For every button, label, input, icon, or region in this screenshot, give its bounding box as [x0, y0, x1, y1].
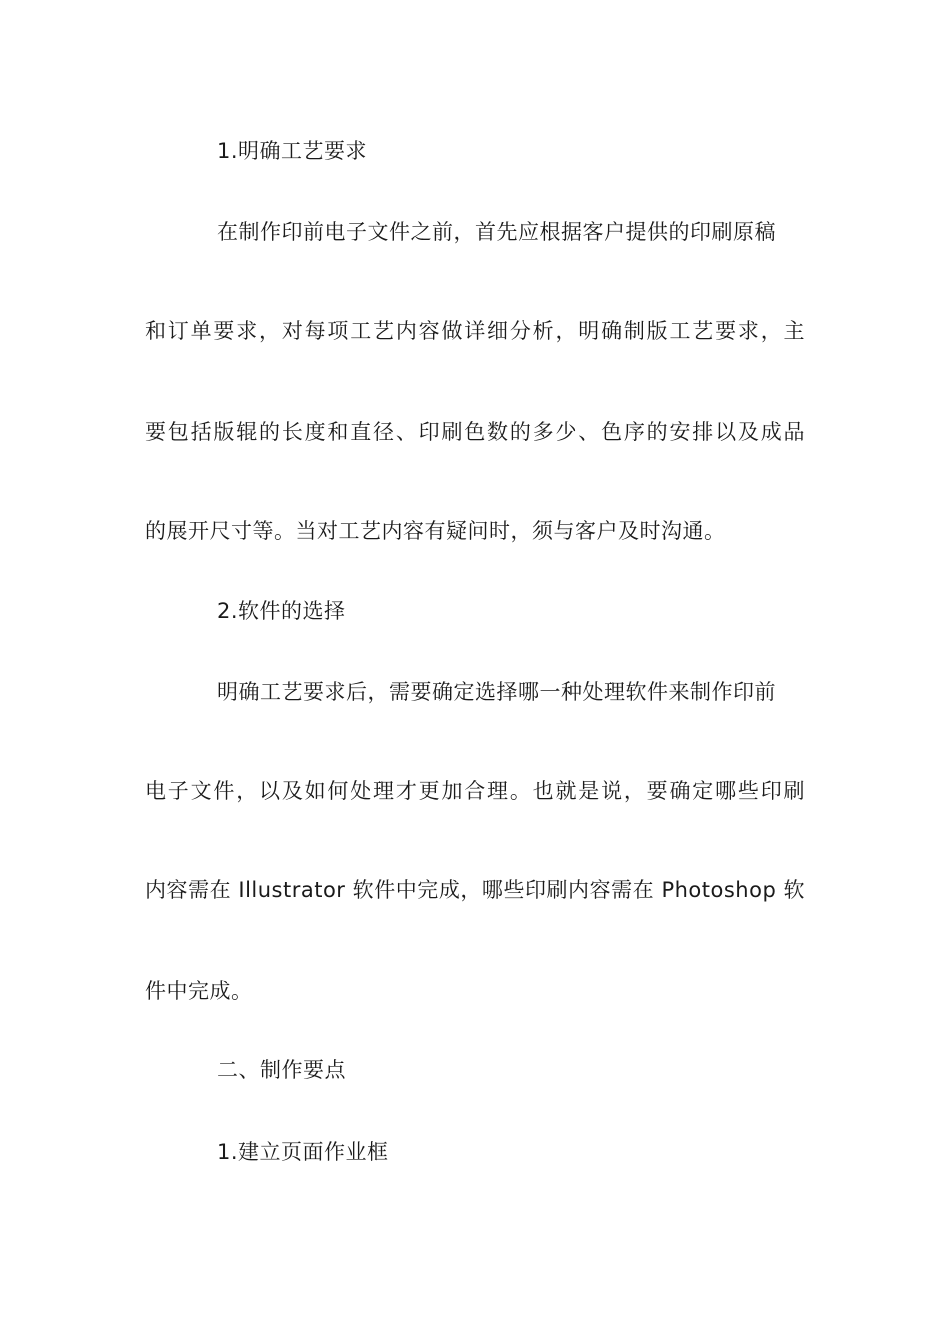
heading-software-selection: 2.软件的选择 [217, 599, 346, 623]
paragraph-line: 内容需在 Illustrator 软件中完成，哪些印刷内容需在 Photoshop 软 [145, 878, 805, 902]
heading-craft-requirements: 1.明确工艺要求 [217, 139, 368, 163]
heading-production-points: 二、制作要点 [217, 1058, 346, 1082]
paragraph-line: 在制作印前电子文件之前，首先应根据客户提供的印刷原稿 [217, 220, 776, 244]
heading-page-frame: 1.建立页面作业框 [217, 1140, 389, 1164]
paragraph-line: 件中完成。 [145, 979, 253, 1003]
paragraph-line: 电子文件，以及如何处理才更加合理。也就是说，要确定哪些印刷 [145, 779, 805, 803]
paragraph-line: 和订单要求，对每项工艺内容做详细分析，明确制版工艺要求，主 [145, 319, 805, 343]
paragraph-line: 的展开尺寸等。当对工艺内容有疑问时，须与客户及时沟通。 [145, 519, 726, 543]
paragraph-line: 明确工艺要求后，需要确定选择哪一种处理软件来制作印前 [217, 680, 776, 704]
paragraph-line: 要包括版辊的长度和直径、印刷色数的多少、色序的安排以及成品 [145, 420, 805, 444]
